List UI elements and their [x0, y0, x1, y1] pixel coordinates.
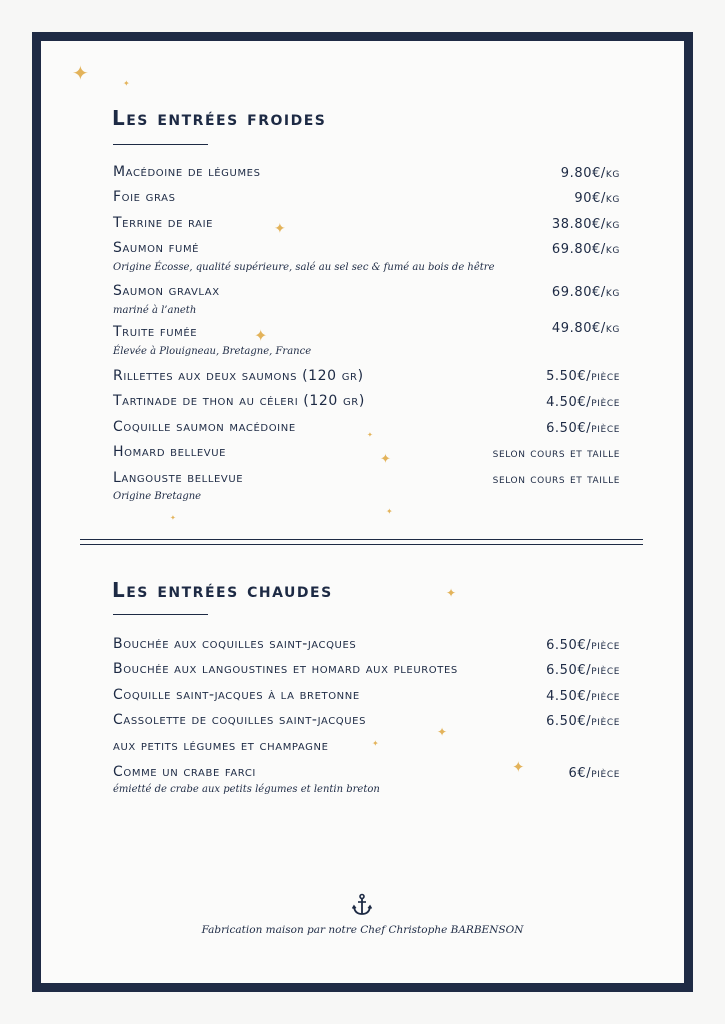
star-icon: ✦ [512, 758, 525, 776]
menu-item-price: 38.80€/kg [551, 217, 620, 232]
menu-item-name: Coquille saint-jacques à la bretonne [113, 687, 360, 703]
menu-item-name: Rillettes aux deux saumons (120 gr) [113, 368, 364, 384]
star-icon: ✦ [123, 79, 130, 88]
menu-item-price: 90€/kg [574, 191, 620, 206]
menu-item-price: 9.80€/kg [560, 166, 620, 181]
menu-item-price: 6.50€/pièce [546, 714, 620, 729]
menu-item-note: émietté de crabe aux petits légumes et lentin breton [113, 784, 380, 795]
menu-item-name: Langouste bellevue [113, 470, 244, 486]
menu-item-price: 4.50€/pièce [546, 689, 620, 704]
star-icon: ✦ [254, 326, 268, 345]
star-icon: ✦ [170, 514, 176, 522]
menu-item-name: Saumon gravlax [113, 283, 220, 299]
section-underline [113, 614, 208, 615]
menu-item-name: Bouchée aux coquilles saint-jacques [113, 636, 357, 652]
section-underline [113, 144, 208, 145]
menu-item-name: aux petits légumes et champagne [113, 738, 329, 754]
menu-item-name: Tartinade de thon au céleri (120 gr) [113, 393, 365, 409]
menu-item-note: mariné à l’aneth [113, 305, 197, 316]
menu-item-price: 49.80€/kg [551, 321, 620, 336]
menu-item-name: Bouchée aux langoustines et homard aux pleurotes [113, 661, 458, 677]
menu-item-price: 5.50€/pièce [546, 369, 620, 384]
menu-item-name: Truite fumée [113, 324, 198, 340]
star-icon: ✦ [367, 431, 373, 439]
menu-item-name: Macédoine de légumes [113, 164, 261, 180]
star-icon: ✦ [446, 586, 457, 600]
menu-item-price: 6€/pièce [568, 766, 620, 781]
star-icon: ✦ [437, 725, 448, 739]
menu-item-note: Élevée à Plouigneau, Bretagne, France [113, 346, 312, 357]
menu-item-name: Comme un crabe farci [113, 764, 256, 780]
anchor-icon [350, 893, 374, 917]
menu-item-name: Coquille saumon macédoine [113, 419, 296, 435]
menu-item-note: Origine Écosse, qualité supérieure, salé au sel sec & fumé au bois de hêtre [113, 262, 495, 273]
star-icon: ✦ [372, 739, 379, 748]
menu-item-name: Homard bellevue [113, 444, 227, 460]
menu-item-note: Origine Bretagne [113, 491, 202, 502]
section-title-entrees-chaudes: Les entrées chaudes [112, 578, 333, 602]
menu-item-price: 69.80€/kg [551, 285, 620, 300]
menu-item-price: 4.50€/pièce [546, 395, 620, 410]
menu-item-price: selon cours et taille [492, 472, 620, 487]
star-icon: ✦ [274, 221, 286, 237]
star-icon: ✦ [386, 507, 393, 516]
section-title-entrees-froides: Les entrées froides [112, 106, 327, 130]
menu-item-price: 6.50€/pièce [546, 638, 620, 653]
menu-item-name: Terrine de raie [113, 215, 214, 231]
menu-item-price: selon cours et taille [492, 446, 620, 461]
section-divider [80, 544, 643, 545]
menu-item-name: Foie gras [113, 189, 176, 205]
menu-item-name: Saumon fumé [113, 240, 200, 256]
footer-credit: Fabrication maison par notre Chef Christophe BARBENSON [201, 924, 524, 936]
star-icon: ✦ [380, 452, 391, 467]
section-divider [80, 539, 643, 540]
menu-item-name: Cassolette de coquilles saint-jacques [113, 712, 367, 728]
star-icon: ✦ [72, 61, 89, 85]
menu-item-price: 6.50€/pièce [546, 663, 620, 678]
menu-item-price: 69.80€/kg [551, 242, 620, 257]
menu-item-price: 6.50€/pièce [546, 421, 620, 436]
